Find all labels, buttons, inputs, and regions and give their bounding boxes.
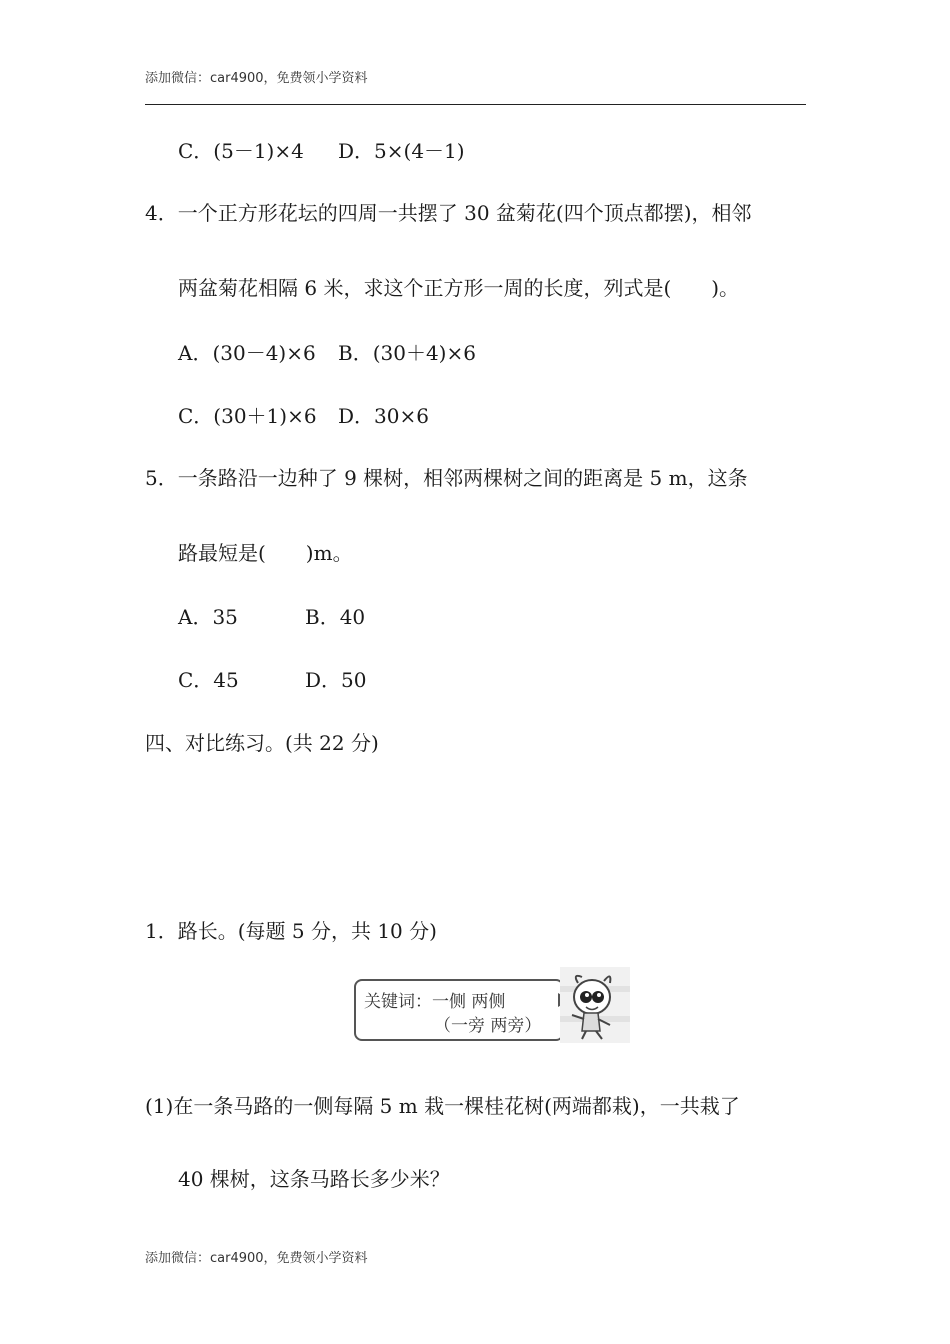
page-header-text: 添加微信：car4900，免费领小学资料 xyxy=(145,71,368,86)
q4-number: 4． xyxy=(145,201,178,225)
q4-option-d: D．30×6 xyxy=(338,404,429,428)
q5-stem-line1 xyxy=(145,465,748,491)
q4-stem-line2: 两盆菊花相隔 6 米，求这个正方形一周的长度，列式是( )。 xyxy=(178,276,740,300)
q5-stem-line2: 路最短是( )m。 xyxy=(178,541,353,565)
q5-option-b: B．40 xyxy=(305,605,366,629)
section4-title: 四、对比练习。(共 22 分) xyxy=(145,731,379,755)
cartoon-mascot-icon xyxy=(560,967,630,1043)
q4-text-line1: 一个正方形花坛的四周一共摆了 30 盆菊花(四个顶点都摆)，相邻 xyxy=(177,201,752,225)
keyword-callout xyxy=(352,967,628,1043)
s4q1-sub1-line2: 40 棵树，这条马路长多少米？ xyxy=(178,1167,450,1191)
s4q1-title: 1．路长。(每题 5 分，共 10 分) xyxy=(145,919,437,943)
q4-option-c: C．(30＋1)×6 xyxy=(178,404,317,428)
q5-option-a: A．35 xyxy=(178,605,238,629)
q5-option-c: C．45 xyxy=(178,668,239,692)
keyword-box xyxy=(354,979,564,1041)
q5-number: 5． xyxy=(145,466,178,490)
q4-stem-line1 xyxy=(145,200,752,226)
q4-option-a: A．(30－4)×6 xyxy=(178,341,316,365)
header-rule xyxy=(145,104,806,105)
q3-option-d: D．5×(4－1) xyxy=(338,139,465,163)
q5-option-d: D．50 xyxy=(305,668,367,692)
page-footer-text: 添加微信：car4900，免费领小学资料 xyxy=(145,1251,368,1266)
q3-option-c: C．(5－1)×4 xyxy=(178,139,304,163)
s4q1-sub1-line1: (1)在一条马路的一侧每隔 5 m 栽一棵桂花树(两端都栽)，一共栽了 xyxy=(145,1094,740,1118)
q5-text-line1: 一条路沿一边种了 9 棵树，相邻两棵树之间的距离是 5 m，这条 xyxy=(177,466,748,490)
keyword-line1: 关键词：一侧 两侧 xyxy=(364,992,506,1012)
q4-option-b: B．(30＋4)×6 xyxy=(338,341,476,365)
keyword-line2: （一旁 两旁） xyxy=(434,1016,542,1036)
